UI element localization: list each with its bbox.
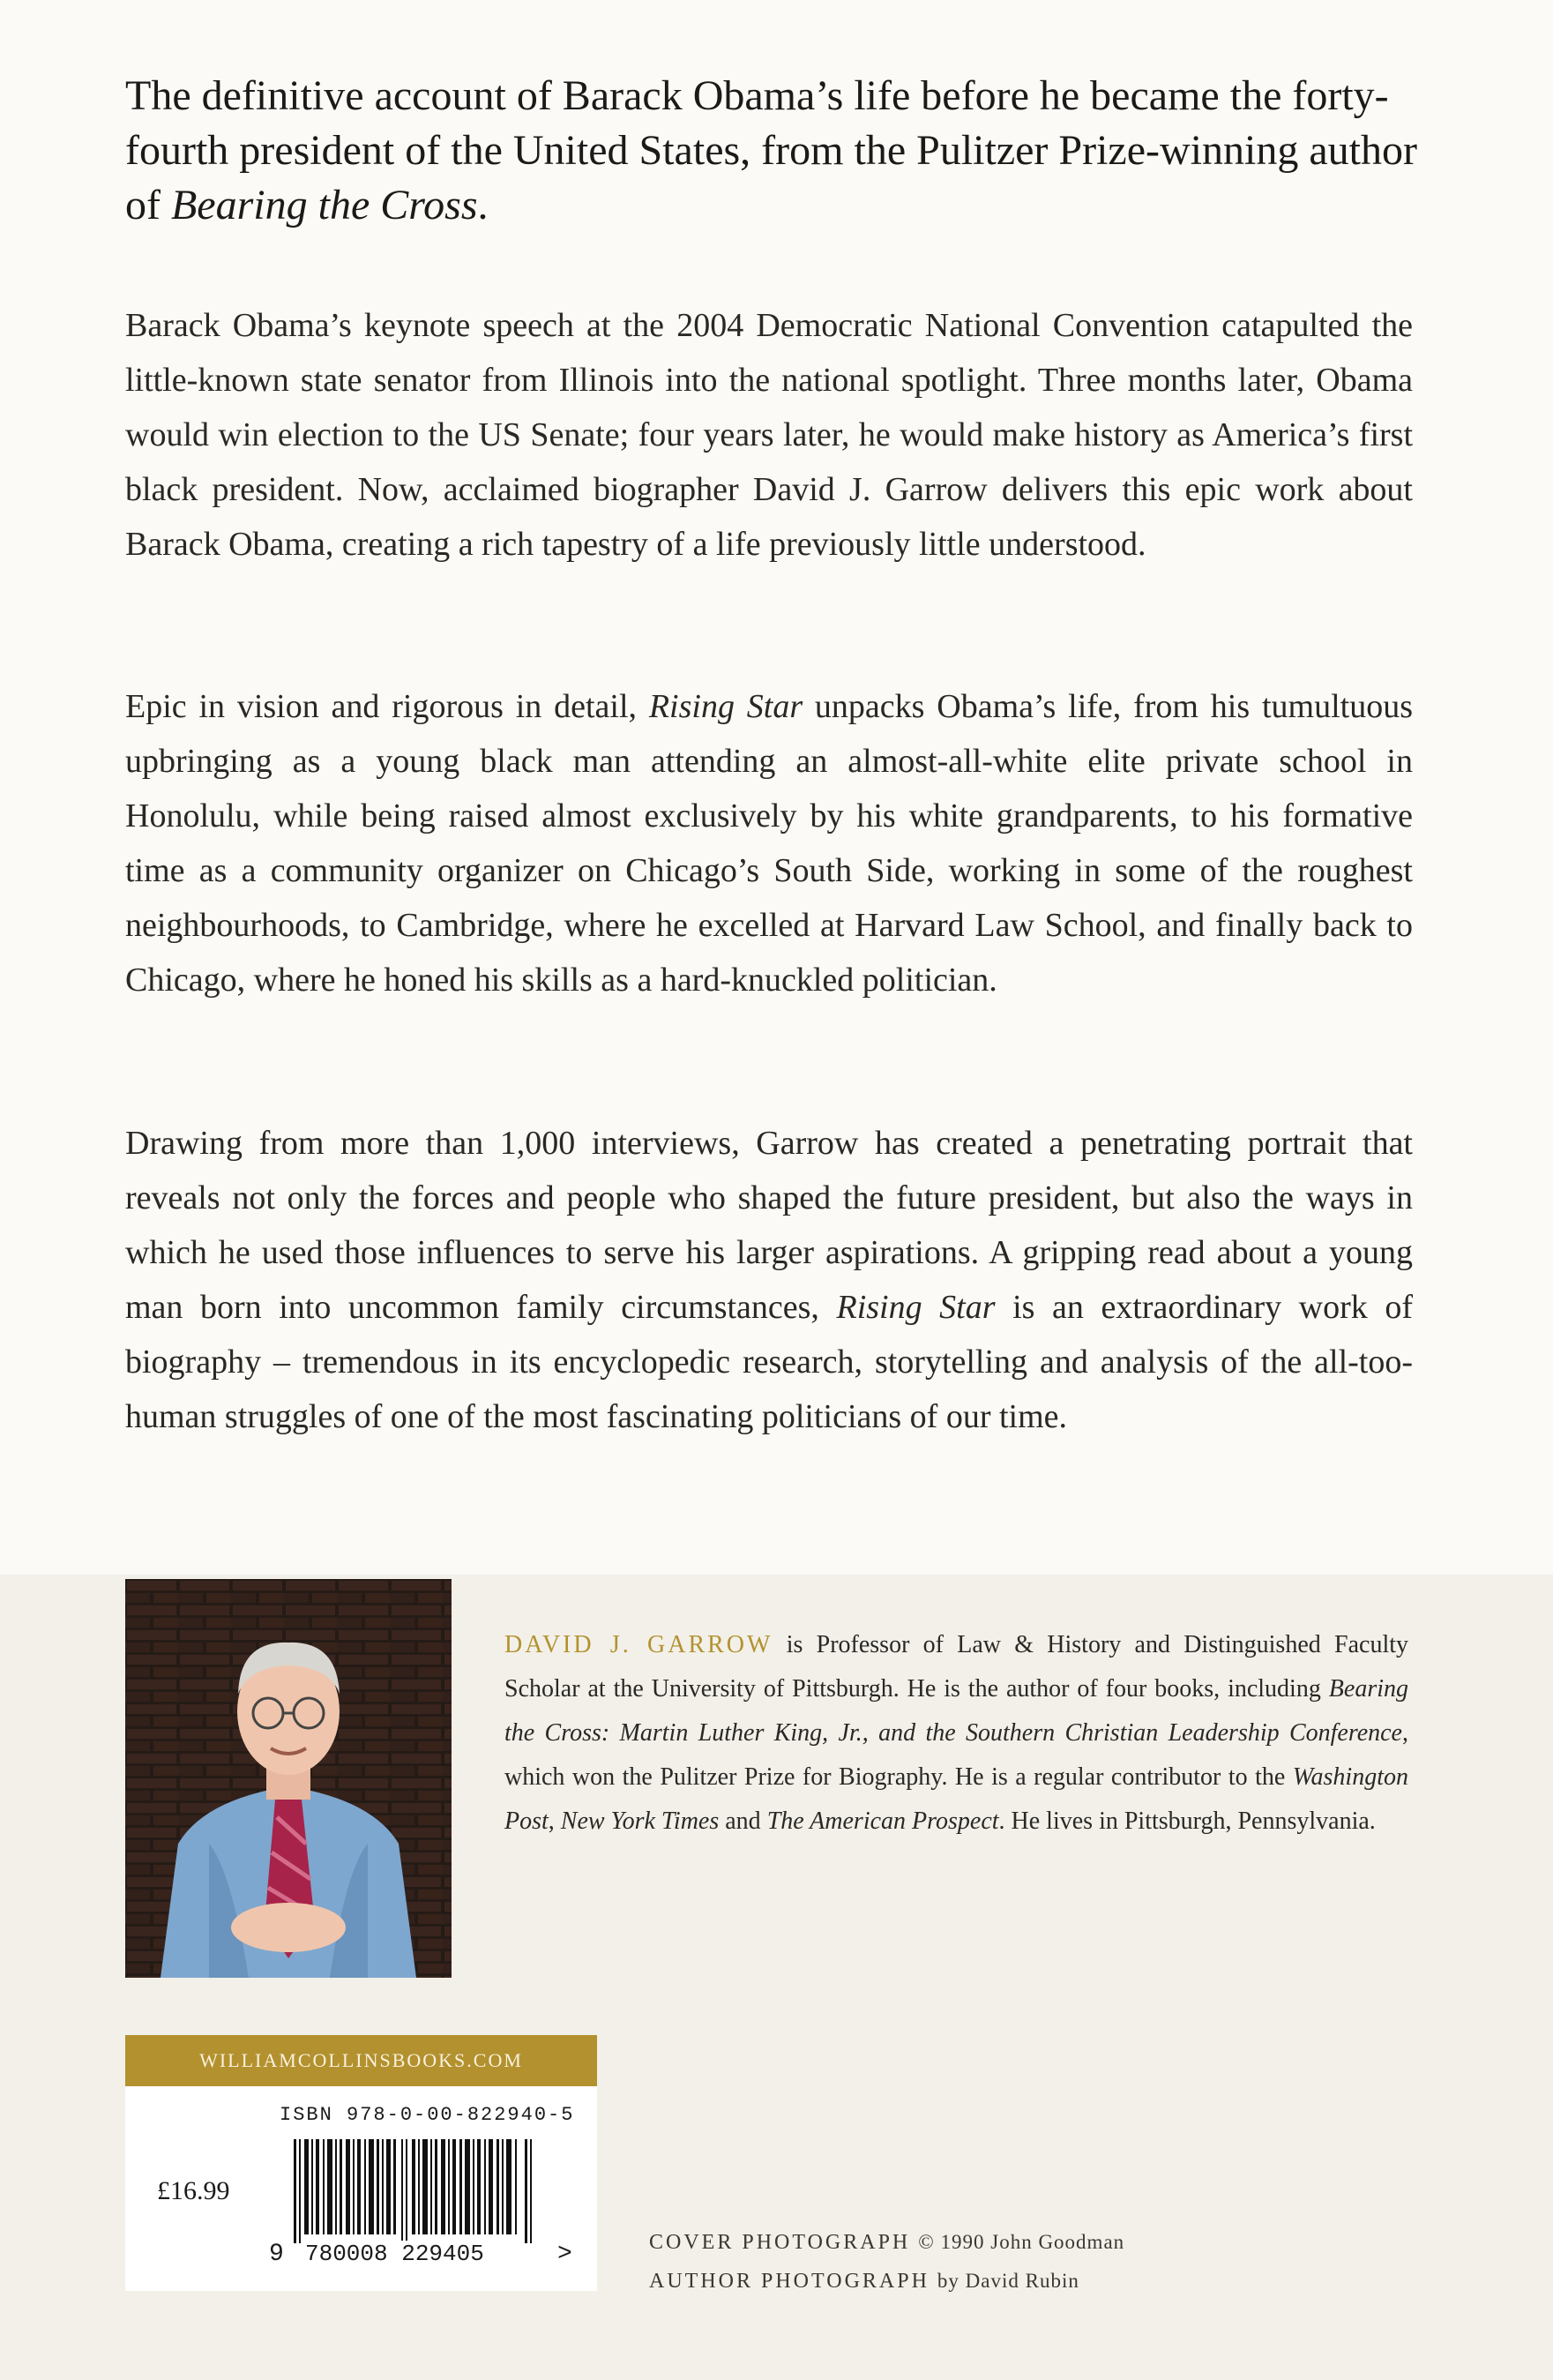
- bio-separator: and: [719, 1807, 767, 1835]
- cover-photo-credit: [649, 2223, 1124, 2262]
- publication-new-york-times: New York Times: [560, 1807, 720, 1835]
- paragraph-3-body: is an extraordinary work of biography – tremendous in its encyclopedic research, storytelling and analysis of the all-too-human struggles of one of the most fascinating politicians of our time.: [125, 1289, 1413, 1435]
- paragraph-1: Barack Obama’s keynote speech at the 2004 Democratic National Convention catapulted the little-known state senator from Illinois into the national spotlight. Three months later, Obama would win election to the US Senate; four years later, he would make history as America’s first black president. Now, acclaimed biographer David J. Garrow delivers this epic work about Barack Obama, creating a rich tapestry of a life previously little understood.: [125, 307, 1413, 563]
- author-bio-text: is Professor of Law & History and Distinguished Faculty Scholar at the University of Pittsburgh. He is the author of four books, including: [504, 1631, 1408, 1703]
- tagline-book-title: Bearing the Cross: [170, 182, 478, 228]
- cover-photo-detail: © 1990 John Goodman: [918, 2231, 1125, 2253]
- author-portrait-image: [125, 1579, 452, 1978]
- author-bio-text-2: , which won the Pulitzer Prize for Biography. He is a regular contributor to the: [504, 1719, 1408, 1791]
- paragraph-3: [125, 1116, 1413, 1444]
- barcode-icon: [269, 2139, 553, 2243]
- photo-credits: [649, 2223, 1124, 2301]
- tagline: [125, 69, 1430, 233]
- paragraph-2-title: Rising Star: [648, 688, 803, 725]
- barcode-arrow: >: [557, 2241, 572, 2268]
- author-photo: [125, 1579, 452, 1978]
- paragraph-3-lead: Drawing from more than 1,000 interviews, Garrow has created a penetrating portrait that reveals not only the forces and people who shaped the future president, but also the ways in which he used those influences to serve his larger aspirations. A gripping read about a young man born into uncommon family circumstances,: [125, 1125, 1413, 1326]
- publisher-website: WILLIAMCOLLINSBOOKS.COM: [125, 2035, 597, 2086]
- author-photo-credit: [649, 2262, 1124, 2301]
- isbn-label: ISBN 978-0-00-822940-5: [280, 2104, 575, 2126]
- price: £16.99: [157, 2176, 230, 2205]
- paragraph-3-title: Rising Star: [836, 1289, 996, 1326]
- paragraph-2: [125, 679, 1413, 1007]
- cover-photo-label: COVER PHOTOGRAPH: [649, 2231, 911, 2254]
- barcode-digits: 780008 229405: [302, 2241, 488, 2267]
- barcode-lead-digit: 9: [269, 2241, 284, 2268]
- author-bio: [504, 1623, 1408, 1844]
- bio-separator: ,: [548, 1807, 561, 1835]
- publication-washington-post: Washington Post: [504, 1763, 1408, 1835]
- author-book-title: Bearing the Cross: Martin Luther King, Jr., and the Southern Christian Leadership Conference: [504, 1675, 1408, 1747]
- tagline-text: The definitive account of Barack Obama’s life before he became the forty-fourth president of the United States, from the Pulitzer Prize-winning author of: [125, 72, 1417, 228]
- publication-american-prospect: The American Prospect: [766, 1807, 999, 1835]
- author-name: DAVID J. GARROW: [504, 1631, 773, 1658]
- paragraph-2-lead: Epic in vision and rigorous in detail,: [125, 688, 649, 725]
- barcode-panel: [125, 2086, 597, 2291]
- author-photo-detail: by David Rubin: [937, 2270, 1079, 2292]
- paragraph-2-body: unpacks Obama’s life, from his tumultuous upbringing as a young black man attending an almost-all-white elite private school in Honolulu, while being raised almost exclusively by his white grandparents, to his formative time as a community organizer on Chicago’s South Side, working in some of the roughest neighbourhoods, to Cambridge, where he excelled at Harvard Law School, and finally back to Chicago, where he honed his skills as a hard-knuckled politician.: [125, 688, 1413, 999]
- author-photo-label: AUTHOR PHOTOGRAPH: [649, 2270, 930, 2293]
- tagline-end: .: [477, 182, 489, 228]
- author-bio-text-3: . He lives in Pittsburgh, Pennsylvania.: [998, 1807, 1376, 1835]
